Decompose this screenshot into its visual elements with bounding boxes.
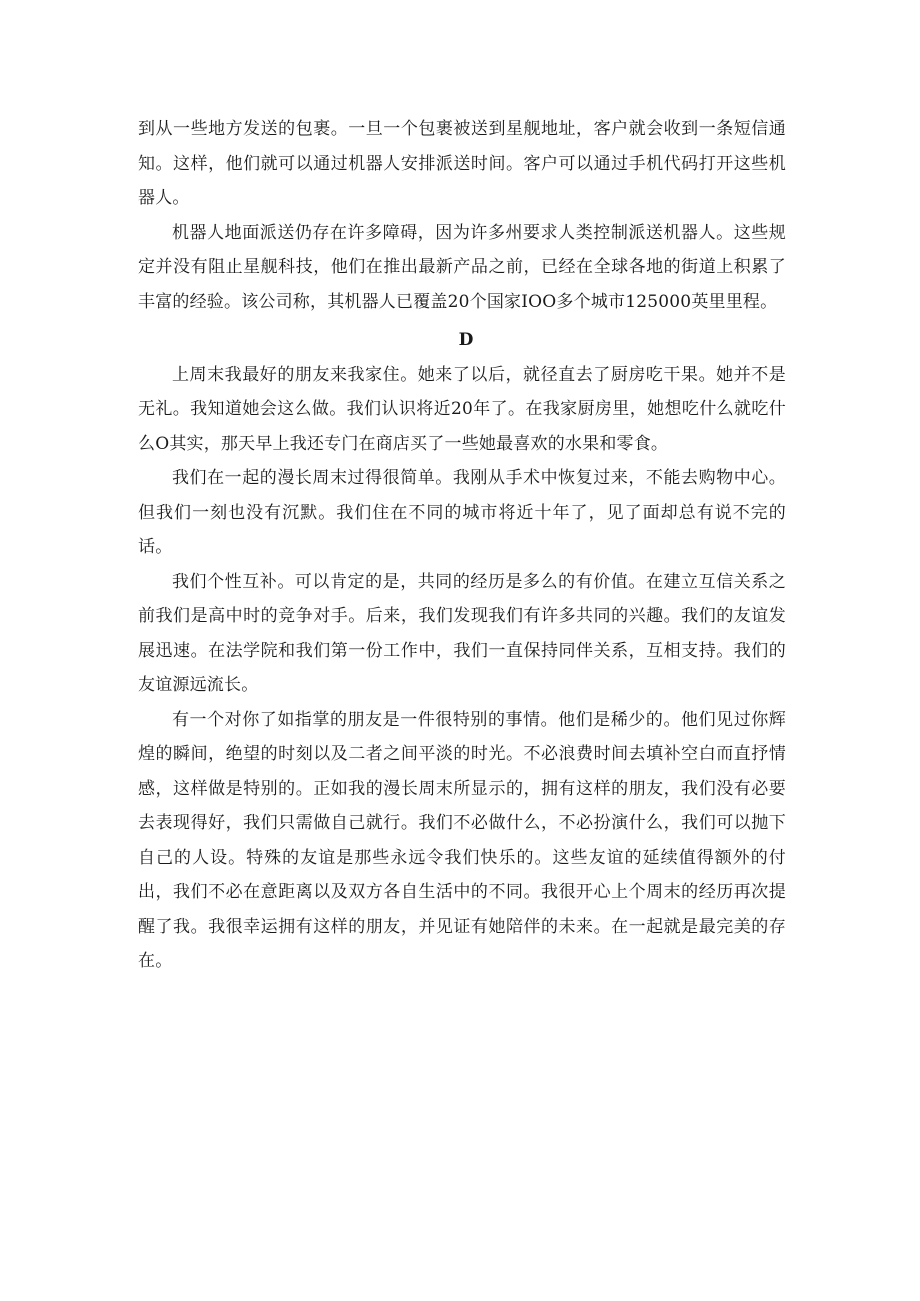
passage-c-paragraph: 机器人地面派送仍存在许多障碍，因为许多州要求人类控制派送机器人。这些规定并没有阻止星舰科技，他们在推出最新产品之前，已经在全球各地的街道上积累了丰富的经验。该公司称，其机器人已覆盖20个国家IOO多个城市125000英里里程。 bbox=[138, 222, 786, 312]
passage-d-paragraph-1: 上周末我最好的朋友来我家住。她来了以后，就径直去了厨房吃干果。她并不是无礼。我知道她会这么做。我们认识将近20年了。在我家厨房里，她想吃什么就吃什么O其实，那天早上我还专门在商店买了一些她最喜欢的水果和零食。 bbox=[138, 364, 786, 454]
passage-d-label: D bbox=[458, 330, 474, 350]
passage-d-paragraph-2: 我们在一起的漫长周末过得很简单。我刚从手术中恢复过来，不能去购物中心。但我们一刻也没有沉默。我们住在不同的城市将近十年了，见了面却总有说不完的话。 bbox=[138, 468, 786, 557]
passage-c-paragraph-continued: 到从一些地方发送的包裹。一旦一个包裹被送到星舰地址，客户就会收到一条短信通知。这样，他们就可以通过机器人安排派送时间。客户可以通过手机代码打开这些机器人。 bbox=[138, 119, 786, 208]
document-page bbox=[138, 112, 786, 979]
passage-d-paragraph-4: 有一个对你了如指掌的朋友是一件很特别的事情。他们是稀少的。他们见过你辉煌的瞬间，绝望的时刻以及二者之间平淡的时光。不必浪费时间去填补空白而直抒情感，这样做是特别的。正如我的漫长周末所显示的，拥有这样的朋友，我们没有必要去表现得好，我们只需做自己就行。我们不必做什么，不必扮演什么，我们可以抛下自己的人设。特殊的友谊是那些永远令我们快乐的。这些友谊的延续值得额外的付出，我们不必在意距离以及双方各自生活中的不同。我很开心上个周末的经历再次提醒了我。我很幸运拥有这样的朋友，并见证有她陪伴的未来。在一起就是最完美的存在。 bbox=[138, 709, 786, 971]
passage-d-paragraph-3: 我们个性互补。可以肯定的是，共同的经历是多么的有价值。在建立互信关系之前我们是高中时的竞争对手。后来，我们发现我们有许多共同的兴趣。我们的友谊发展迅速。在法学院和我们第一份工作中，我们一直保持同伴关系，互相支持。我们的友谊源远流长。 bbox=[138, 571, 786, 695]
